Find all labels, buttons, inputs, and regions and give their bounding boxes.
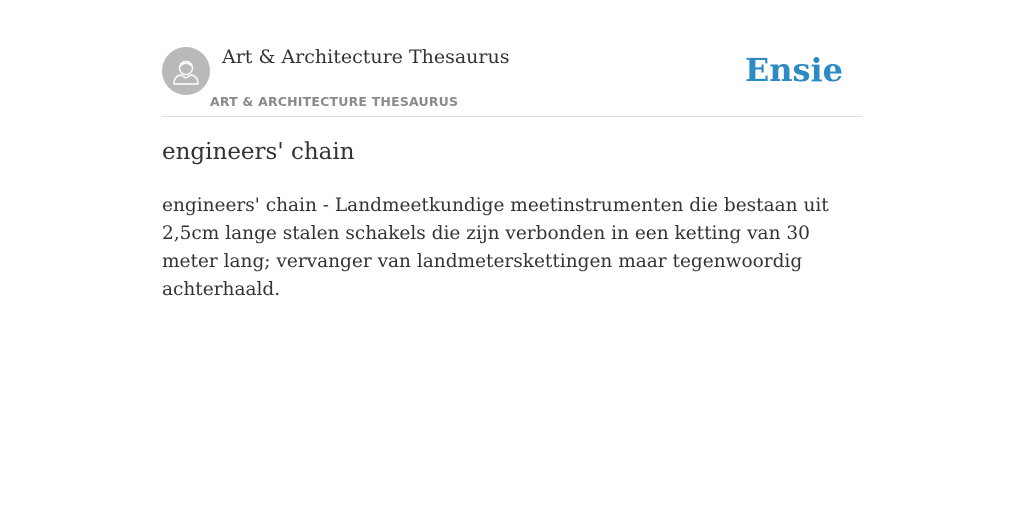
user-avatar-icon[interactable] <box>162 47 210 95</box>
article-title: engineers' chain <box>162 139 355 165</box>
ensie-logo[interactable]: Ensie <box>744 51 843 89</box>
source-label[interactable]: ART & ARCHITECTURE THESAURUS <box>210 94 459 109</box>
author-link[interactable]: Art & Architecture Thesaurus <box>222 46 510 68</box>
article-body: engineers' chain - Landmeetkundige meetinstrumenten die bestaan uit 2,5cm lange stalen schakels die zijn verbonden in een ketting van 30 meter lang; vervanger van landmeterskettingen maar tegenwoordig achterhaald. <box>162 195 829 300</box>
header <box>162 40 862 117</box>
